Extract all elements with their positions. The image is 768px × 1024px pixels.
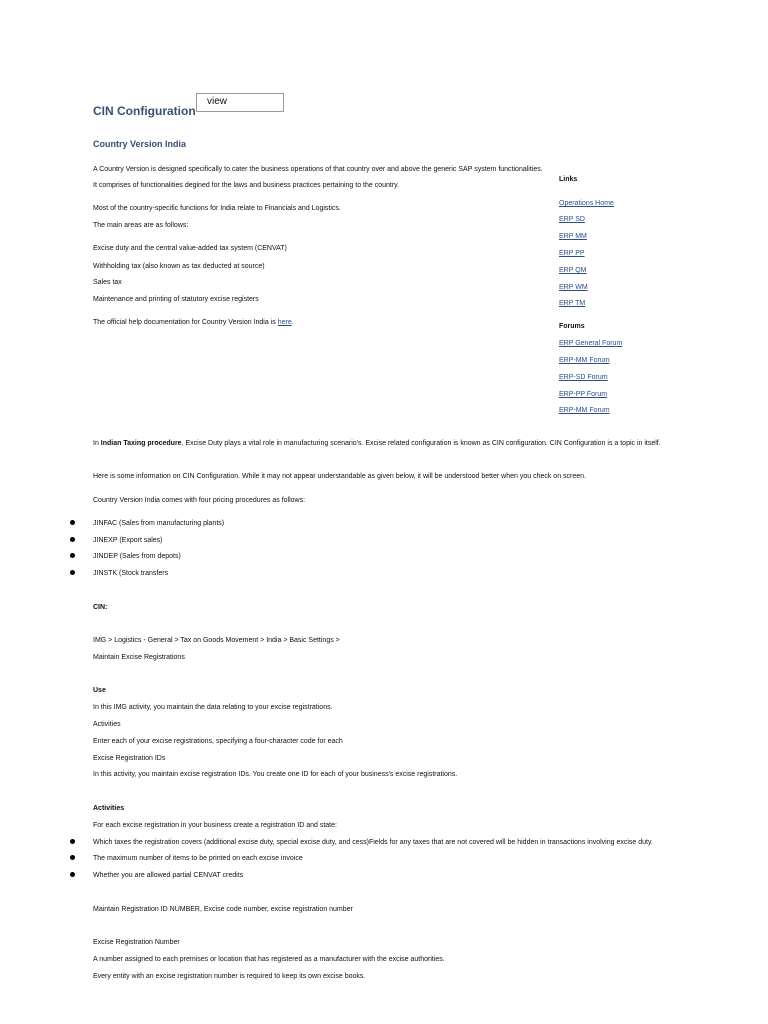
maintain-registration: Maintain Registration ID NUMBER, Excise code number, excise registration number — [93, 906, 353, 913]
activity-item: Whether you are allowed partial CENVAT credits — [93, 872, 244, 879]
bullet-icon — [70, 553, 75, 558]
maintain-label: Maintain Excise Registrations — [93, 654, 185, 661]
activity-item: Which taxes the registration covers (additional excise duty, special excise duty, and cess)Fields for any taxes that are not covered will be hidden in transactions involving excise duty. — [93, 839, 653, 846]
pricing-intro: Country Version India comes with four pricing procedures as follows: — [93, 497, 306, 504]
forum-link-erp-general[interactable]: ERP General Forum — [559, 340, 623, 347]
activity-item: The maximum number of items to be printed on each excise invoice — [93, 855, 303, 862]
area-item: Excise duty and the central value-added tax system (CENVAT) — [93, 245, 287, 252]
use-line-2: Activities — [93, 721, 121, 728]
ern-line-1: A number assigned to each premises or location that has registered as a manufacturer with the excise authorities. — [93, 956, 445, 963]
use-line-4: Excise Registration IDs — [93, 755, 166, 762]
help-line — [93, 318, 294, 327]
ern-line-2: Every entity with an excise registration number is required to keep its own excise books. — [93, 973, 366, 980]
bullet-icon — [70, 872, 75, 877]
sidebar-link-erp-mm[interactable]: ERP MM — [559, 233, 587, 240]
forum-link-erp-mm[interactable]: ERP-MM Forum — [559, 357, 610, 364]
forums-heading: Forums — [559, 323, 585, 330]
area-item: Withholding tax (also known as tax deducted at source) — [93, 263, 265, 270]
bullet-icon — [70, 839, 75, 844]
taxing-rest: , Excise Duty plays a vital role in manufacturing scenario's. Excise related configuration is known as CIN configuration. CIN Configuration is a topic in itself. — [181, 440, 661, 447]
area-item: Sales tax — [93, 279, 122, 286]
forum-link-erp-sd[interactable]: ERP-SD Forum — [559, 374, 608, 381]
view-field[interactable]: view — [196, 93, 284, 112]
intro-paragraph-2: It comprises of functionalities degined for the laws and business practices pertaining to the country. — [93, 182, 400, 189]
pricing-item: JINDEP (Sales from depots) — [93, 553, 181, 560]
bullet-icon — [70, 537, 75, 542]
ern-heading: Excise Registration Number — [93, 939, 180, 946]
sidebar-link-operations-home[interactable]: Operations Home — [559, 200, 614, 207]
intro-paragraph-3: Most of the country-specific functions for India relate to Financials and Logistics. — [93, 205, 341, 212]
activities-intro: For each excise registration in your business create a registration ID and state: — [93, 822, 337, 829]
pricing-item: JINEXP (Export sales) — [93, 537, 163, 544]
sidebar-link-erp-sd[interactable]: ERP SD — [559, 216, 585, 223]
bullet-icon — [70, 570, 75, 575]
sidebar-link-erp-wm[interactable]: ERP WM — [559, 284, 588, 291]
use-line-5: In this activity, you maintain excise registration IDs. You create one ID for each of your business's excise registrations. — [93, 771, 458, 778]
activities-heading: Activities — [93, 805, 125, 812]
section-title: Country Version India — [93, 139, 187, 149]
cin-heading: CIN: — [93, 604, 108, 611]
sidebar-link-erp-tm[interactable]: ERP TM — [559, 300, 586, 307]
use-heading: Use — [93, 687, 106, 694]
taxing-bold: Indian Taxing procedure — [100, 440, 182, 447]
help-prefix: The official help documentation for Country Version India is — [93, 319, 278, 326]
bullet-icon — [70, 520, 75, 525]
area-item: Maintenance and printing of statutory excise registers — [93, 296, 259, 303]
use-line-3: Enter each of your excise registrations, specifying a four-character code for each — [93, 738, 343, 745]
page-title: CIN Configuration — [93, 104, 196, 118]
sidebar-link-erp-pp[interactable]: ERP PP — [559, 250, 585, 257]
img-path: IMG > Logistics - General > Tax on Goods Movement > India > Basic Settings > — [93, 637, 340, 644]
forum-link-erp-pp[interactable]: ERP-PP Forum — [559, 391, 608, 398]
intro-paragraph-4: The main areas are as follows: — [93, 222, 189, 229]
help-link[interactable]: here — [277, 319, 292, 326]
pricing-item: JINSTK (Stock transfers — [93, 570, 169, 577]
intro-paragraph-1: A Country Version is designed specifically to cater the business operations of that country over and above the generic SAP system functionalities. — [93, 166, 543, 173]
forum-link-erp-mm-2[interactable]: ERP-MM Forum — [559, 407, 610, 414]
info-paragraph: Here is some information on CIN Configuration. While it may not appear understandable as given below, it will be understood better when you check on screen. — [93, 473, 586, 480]
bullet-icon — [70, 855, 75, 860]
links-heading: Links — [559, 176, 578, 183]
sidebar-link-erp-qm[interactable]: ERP QM — [559, 267, 587, 274]
pricing-item: JINFAC (Sales from manufacturing plants) — [93, 520, 225, 527]
help-suffix: . — [291, 319, 294, 326]
taxing-paragraph — [93, 439, 661, 448]
use-line-1: In this IMG activity, you maintain the data relating to your excise registrations. — [93, 704, 333, 711]
taxing-prefix: In — [93, 440, 101, 447]
